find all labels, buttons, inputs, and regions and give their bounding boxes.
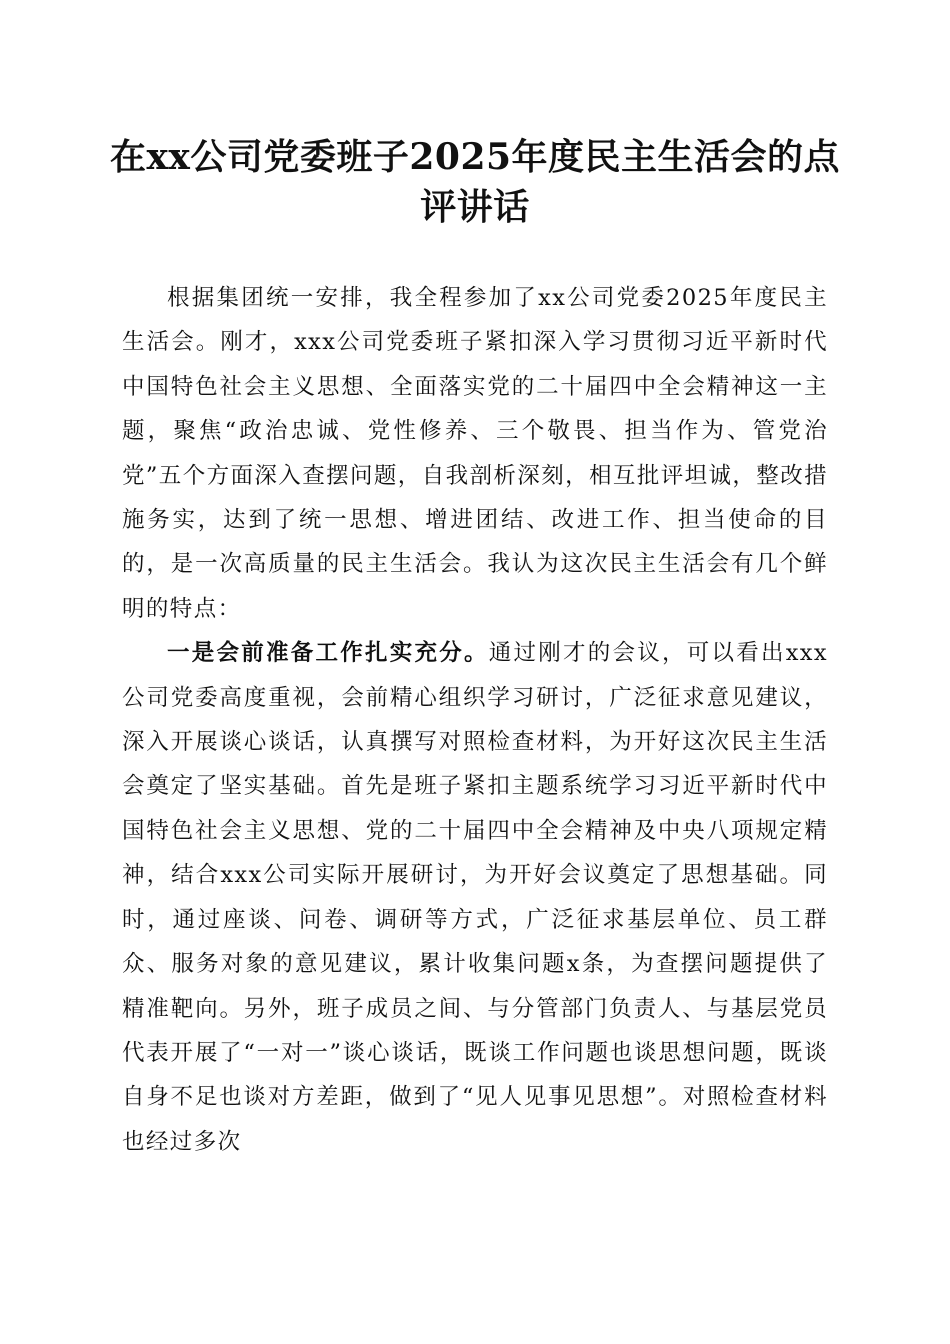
paragraph-intro: 根据集团统一安排，我全程参加了xx公司党委2025年度民主生活会。刚才，xxx公司党委班子紧扣深入学习贯彻习近平新时代中国特色社会主义思想、全面落实党的二十届四中全会精神这一主题，聚焦“政治忠诚、党性修养、三个敬畏、担当作为、管党治党”五个方面深入查摆问题，自我剖析深刻，相互批评坦诚，整改措施务实，达到了统一思想、增进团结、改进工作、担当使命的目的，是一次高质量的民主生活会。我认为这次民主生活会有几个鲜明的特点：: [122, 285, 829, 622]
document-body: [122, 276, 828, 1164]
title-line-1: 在xx公司党委班子2025年度民主生活会的点: [109, 136, 841, 178]
point-one-text: 通过刚才的会议，可以看出xxx公司党委高度重视，会前精心组织学习研讨，广泛征求意见建议，深入开展谈心谈话，认真撰写对照检查材料，为开好这次民主生活会奠定了坚实基础。首先是班子紧扣主题系统学习习近平新时代中国特色社会主义思想、党的二十届四中全会精神及中央八项规定精神，结合xxx公司实际开展研讨，为开好会议奠定了思想基础。同时，通过座谈、问卷、调研等方式，广泛征求基层单位、员工群众、服务对象的意见建议，累计收集问题x条，为查摆问题提供了精准靶向。另外，班子成员之间、与分管部门负责人、与基层党员代表开展了“一对一”谈心谈话，既谈工作问题也谈思想问题，既谈自身不足也谈对方差距，做到了“见人见事见思想”。对照检查材料也经过多次: [122, 640, 828, 1155]
title-line-2: 评讲话: [420, 186, 530, 228]
paragraph-point-one: [122, 631, 828, 1164]
document-title: [100, 132, 850, 232]
point-one-heading: 一是会前准备工作扎实充分。: [167, 640, 489, 667]
